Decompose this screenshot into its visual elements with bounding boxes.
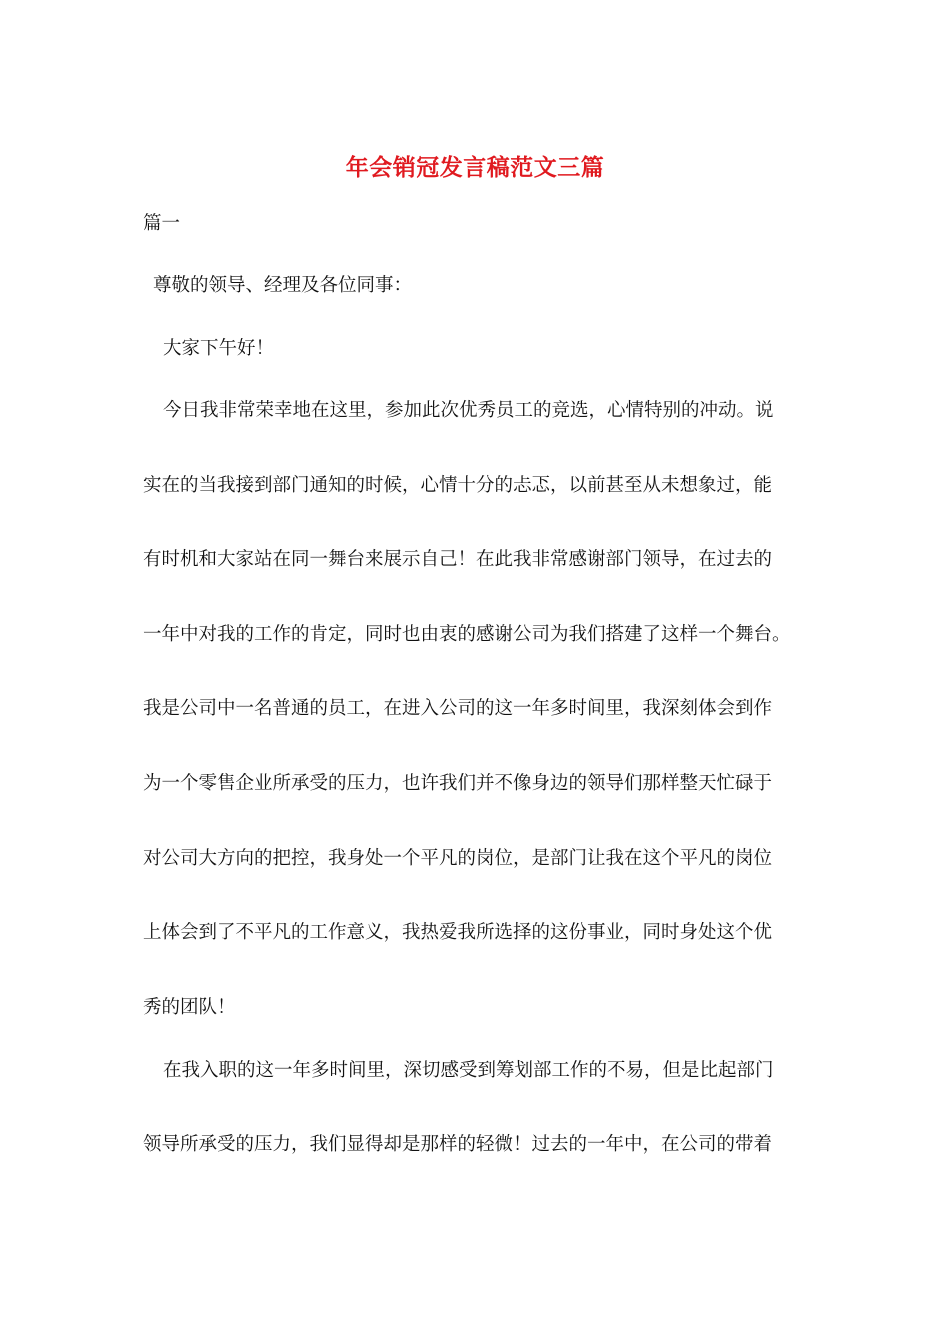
paragraph-line: 上体会到了不平凡的工作意义，我热爱我所选择的这份事业，同时身处这个优 xyxy=(143,922,773,943)
section-label: 篇一 xyxy=(143,213,181,234)
paragraph-line: 领导所承受的压力，我们显得却是那样的轻微！过去的一年中，在公司的带着 xyxy=(143,1134,773,1155)
paragraph-line: 今日我非常荣幸地在这里，参加此次优秀员工的竞选，心情特别的冲动。说 xyxy=(163,400,774,421)
paragraph-line: 为一个零售企业所承受的压力，也许我们并不像身边的领导们那样整天忙碌于 xyxy=(143,773,773,794)
paragraph-line: 在我入职的这一年多时间里，深切感受到筹划部工作的不易，但是比起部门 xyxy=(163,1060,774,1081)
paragraph-line: 有时机和大家站在同一舞台来展示自己！在此我非常感谢部门领导，在过去的 xyxy=(143,549,773,570)
paragraph-line: 实在的当我接到部门通知的时候，心情十分的忐忑，以前甚至从未想象过，能 xyxy=(143,475,773,496)
salutation: 尊敬的领导、经理及各位同事： xyxy=(153,275,413,296)
greeting: 大家下午好！ xyxy=(163,338,275,359)
paragraph-line: 对公司大方向的把控，我身处一个平凡的岗位，是部门让我在这个平凡的岗位 xyxy=(143,848,773,869)
paragraph-line: 秀的团队！ xyxy=(143,997,236,1018)
paragraph-line: 我是公司中一名普通的员工，在进入公司的这一年多时间里，我深刻体会到作 xyxy=(143,698,773,719)
paragraph-line: 一年中对我的工作的肯定，同时也由衷的感谢公司为我们搭建了这样一个舞台。 xyxy=(143,624,791,645)
document-title: 年会销冠发言稿范文三篇 xyxy=(345,154,605,181)
